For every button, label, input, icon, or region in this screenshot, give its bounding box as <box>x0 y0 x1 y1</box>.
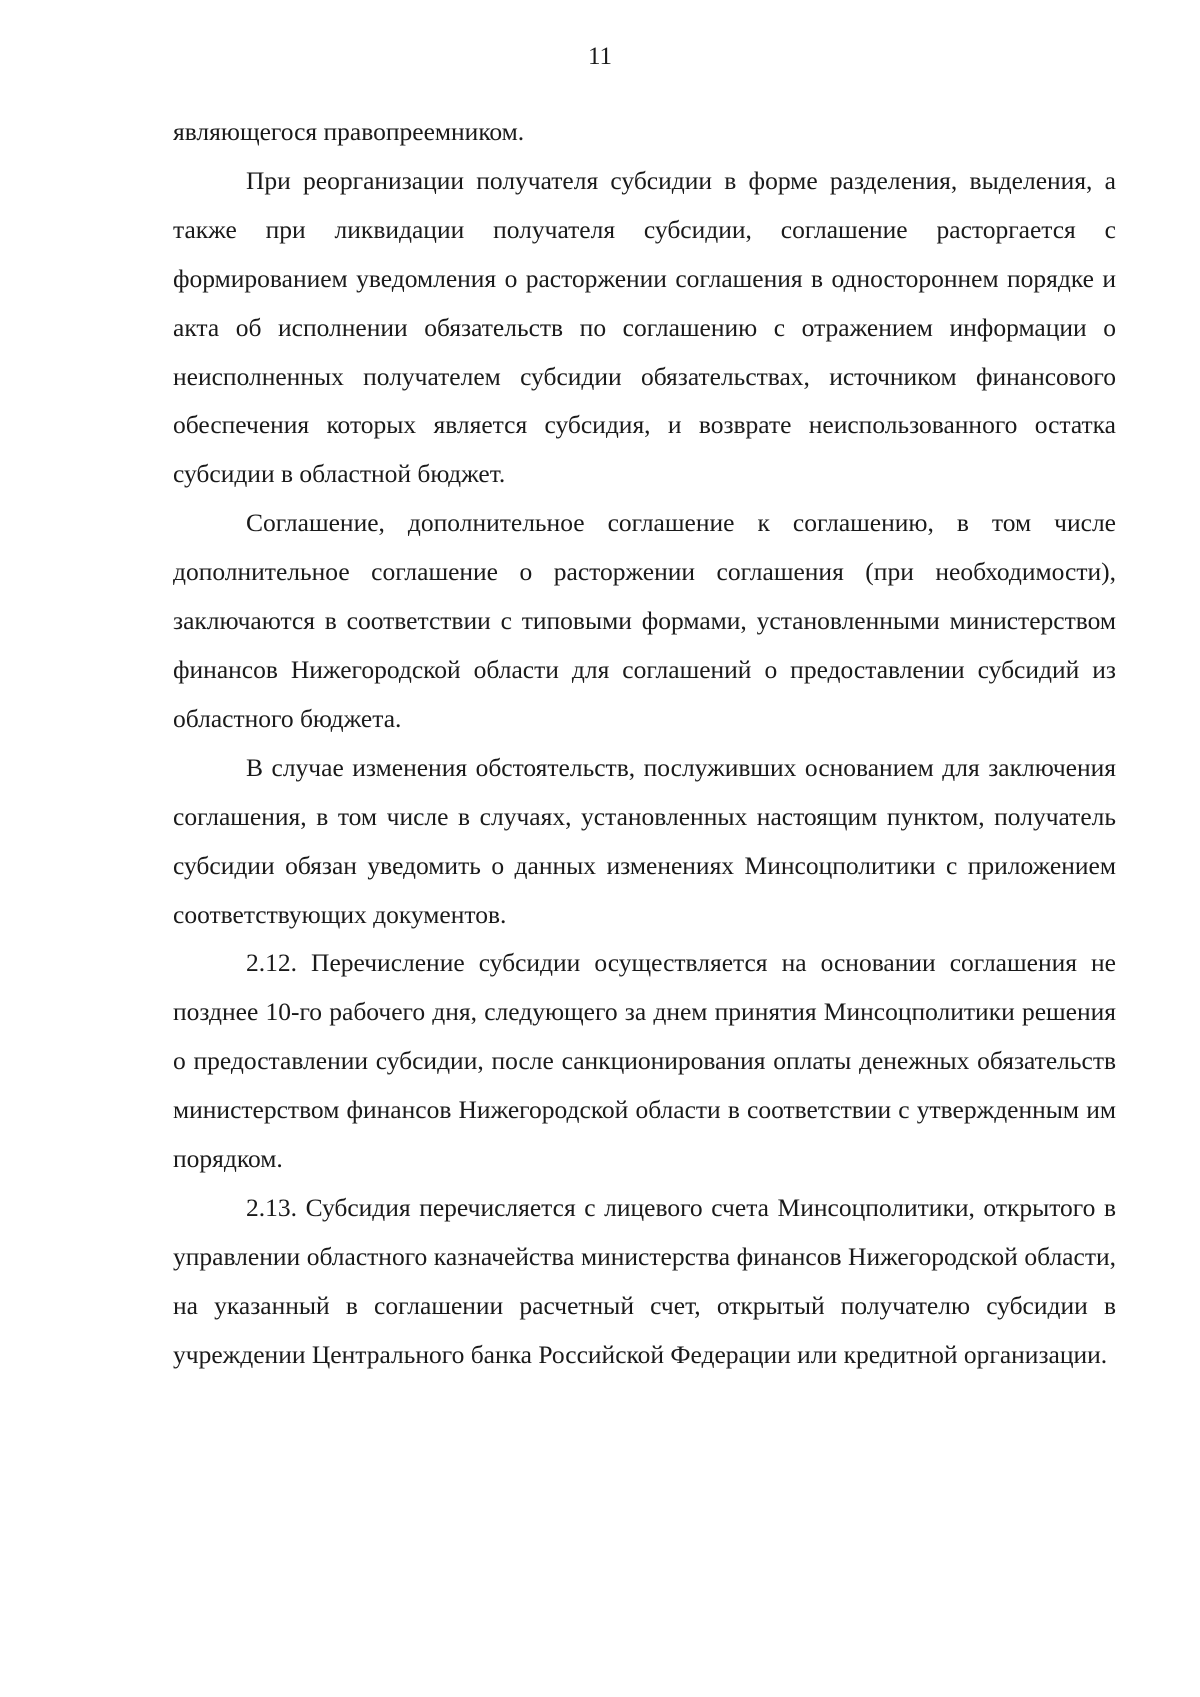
document-body <box>173 108 1116 1380</box>
paragraph-change-notice: В случае изменения обстоятельств, послуживших основанием для заключения соглашения, в том числе в случаях, установленных настоящим пунктом, получатель субсидии обязан уведомить о данных изменениях Минсоцполитики с приложением соответствующих документов. <box>173 752 1116 929</box>
paragraph-reorganization: При реорганизации получателя субсидии в форме разделения, выделения, а также при ликвидации получателя субсидии, соглашение расторгается с формированием уведомления о расторжении соглашения в одностороннем порядке и акта об исполнении обязательств по соглашению с отражением информации о неисполненных получателем субсидии обязательствах, источником финансового обеспечения которых является субсидия, и возврате неиспользованного остатка субсидии в областной бюджет. <box>173 165 1116 489</box>
paragraph-agreement-forms: Соглашение, дополнительное соглашение к соглашению, в том числе дополнительное соглашение о расторжении соглашения (при необходимости), заключаются в соответствии с типовыми формами, установленными министерством финансов Нижегородской области для соглашений о предоставлении субсидий из областного бюджета. <box>173 508 1116 733</box>
paragraph-2-13: 2.13. Субсидия перечисляется с лицевого счета Минсоцполитики, открытого в управлении областного казначейства министерства финансов Нижегородской области, на указанный в соглашении расчетный счет, открытый получателю субсидии в учреждении Центрального банка Российской Федерации или кредитной организации. <box>173 1192 1116 1369</box>
paragraph-continuation: являющегося правопреемником. <box>173 117 525 146</box>
page-number: 11 <box>587 43 613 70</box>
paragraph-2-12: 2.12. Перечисление субсидии осуществляется на основании соглашения не позднее 10-го рабочего дня, следующего за днем принятия Минсоцполитики решения о предоставлении субсидии, после санкционирования оплаты денежных обязательств министерством финансов Нижегородской области в соответствии с утвержденным им порядком. <box>173 948 1116 1174</box>
